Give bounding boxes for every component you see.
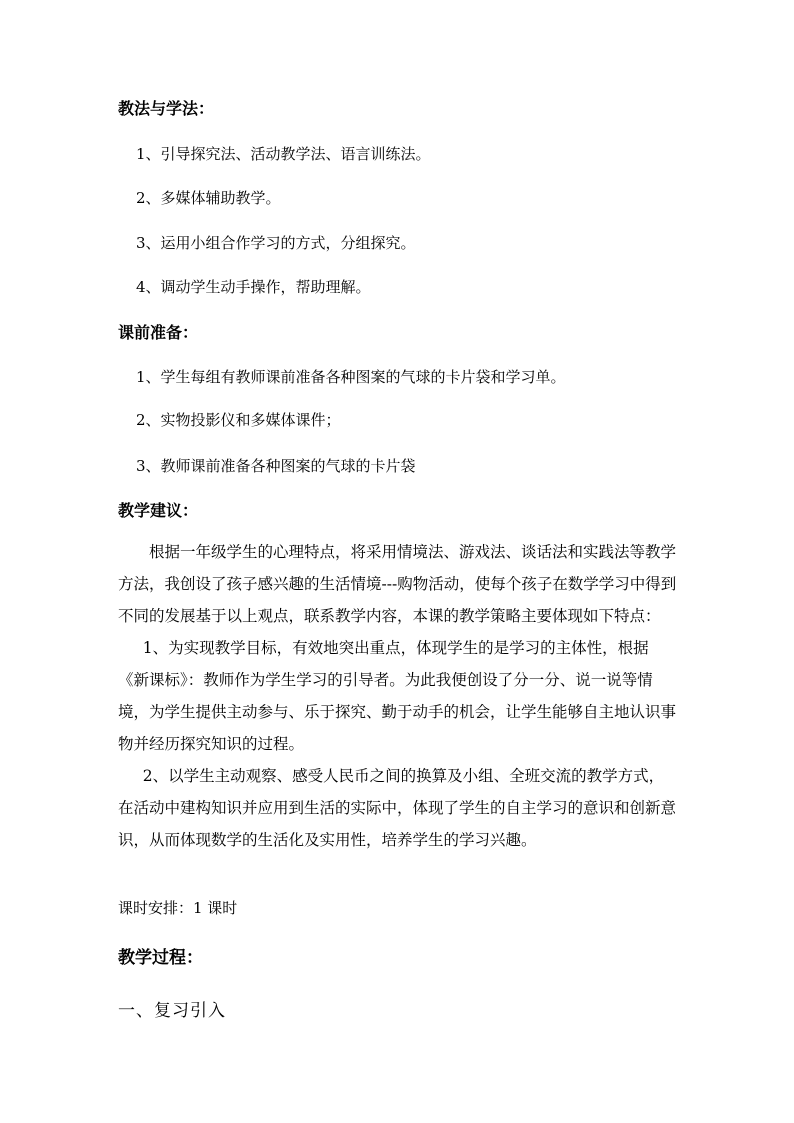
suggestions-paragraph-3: 2、以学生主动观察、感受人民币之间的换算及小组、全班交流的教学方式，在活动中建构知识并应用到生活的实际中，体现了学生的自主学习的意识和创新意识，从而体现数学的生活化及实用性，培养学生的学习兴趣。 bbox=[118, 767, 677, 849]
methods-item-3: 3、运用小组合作学习的方式，分组探究。 bbox=[136, 234, 416, 252]
schedule-text: 课时安排：1 课时 bbox=[118, 899, 238, 917]
preparation-heading: 课前准备： bbox=[118, 323, 199, 342]
preparation-item-1: 1、学生每组有教师课前准备各种图案的气球的卡片袋和学习单。 bbox=[136, 368, 566, 386]
process-heading: 教学过程： bbox=[118, 948, 203, 968]
methods-item-1: 1、引导探究法、活动教学法、语言训练法。 bbox=[136, 145, 431, 163]
methods-heading: 教法与学法： bbox=[118, 99, 215, 118]
suggestions-heading: 教学建议： bbox=[118, 501, 199, 520]
suggestions-paragraph-2: 1、为实现教学目标，有效地突出重点，体现学生的是学习的主体性，根据《新课标》：教师作为学生学习的引导者。为此我便创设了分一分、说一说等情境，为学生提供主动参与、乐于探究、勤于动手的机会，让学生能够自主地认识事物并经历探究知识的过程。 bbox=[118, 639, 677, 753]
preparation-item-2: 2、实物投影仪和多媒体课件； bbox=[136, 411, 341, 429]
methods-item-4: 4、调动学生动手操作，帮助理解。 bbox=[136, 278, 371, 296]
suggestions-body bbox=[118, 536, 678, 856]
suggestions-paragraph-1: 根据一年级学生的心理特点，将采用情境法、游戏法、谈话法和实践法等教学方法，我创设了孩子感兴趣的生活情境---购物活动，使每个孩子在数学学习中得到不同的发展基于以上观点，联系教学内容，本课的教学策略主要体现如下特点： bbox=[118, 543, 677, 625]
methods-item-2: 2、多媒体辅助教学。 bbox=[136, 189, 281, 207]
preparation-item-3: 3、教师课前准备各种图案的气球的卡片袋 bbox=[136, 457, 416, 475]
process-section-1: 一、复习引入 bbox=[118, 1001, 226, 1021]
